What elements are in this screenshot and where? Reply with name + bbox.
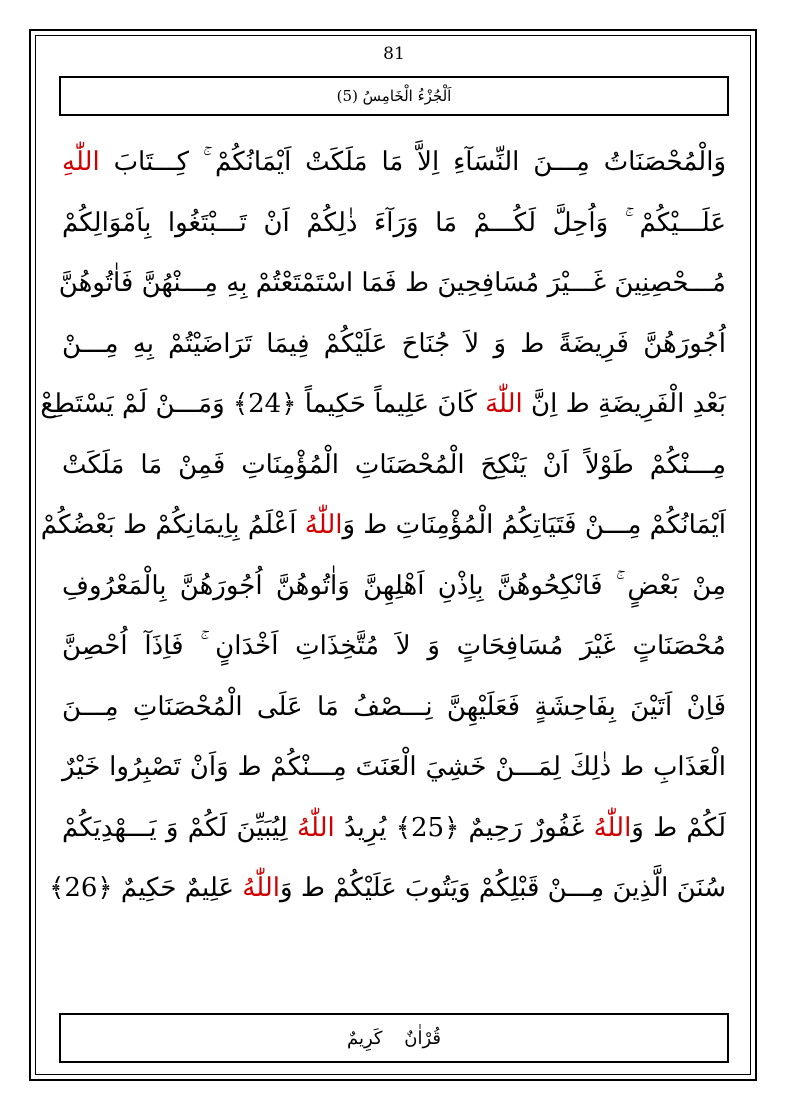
verse-line [58, 253, 726, 314]
verse-text: عَلَـــيْكُمْ ۚ وَاُحِلَّ لَكُـــمْ مَا وَرَآءَ ذٰلِكُمْ اَنْ تَـــبْتَغُوا بِاَمْوَالِكُمْ [62, 207, 727, 238]
verse-text: اَيْمَانُكُمْ مِـــنْ فَتَيَاتِكُمُ الْمُؤْمِنَاتِ ط وَ [342, 510, 726, 540]
verse-text: الْعَذَابِ ط ذٰلِكَ لِمَـــنْ خَشِيَ الْعَنَتَ مِـــنْكُمْ ط وَاَنْ تَصْبِرُوا خَيْرٌ [62, 752, 726, 782]
verse-text: لَكُمْ ط وَ [631, 812, 726, 843]
juz-header [59, 76, 729, 116]
divine-name: اللّٰهُ [297, 812, 335, 843]
verse-text: عَلِيمٌ حَكِيمٌ ﴿26﴾ [49, 873, 243, 903]
verse-line [40, 374, 726, 435]
verse-text: اُجُورَهُنَّ فَرِيضَةً ط وَ لاَ جُنَاحَ عَلَيْكُمْ فِيمَا تَرَاضَيْتُمْ بِهِ مِـــنْ [62, 328, 726, 359]
verse-text: غَفُورٌ رَحِيمٌ ﴿25﴾ يُرِيدُ [334, 812, 594, 843]
verse-text: كَانَ عَلِيماً حَكِيماً ﴿24﴾ وَمَـــنْ لَمْ يَسْتَطِعْ [40, 389, 486, 419]
verse-line [62, 435, 726, 496]
verse-line [49, 858, 726, 919]
verse-line [62, 616, 726, 677]
verse-text: مِنْ بَعْضٍ ۚ فَانْكِحُوهُنَّ بِاِذْنِ اَهْلِهِنَّ وَاٰتُوهُنَّ اُجُورَهُنَّ بِالْمَعْرُوفِ [62, 570, 726, 601]
verse-text: مُحْصَنَاتٍ غَيْرَ مُسَافِحَاتٍ وَ لاَ مُتَّخِذَاتِ اَخْدَانٍ ۚ فَاِذَآ اُحْصِنَّ [62, 631, 726, 661]
verse-line [62, 314, 726, 375]
verse-text: لِيُبَيِّنَ لَكُمْ وَ يَـــهْدِيَكُمْ [62, 812, 298, 843]
divine-name: اللّٰهَ [485, 389, 523, 419]
verse-text: وَالْمُحْصَنَاتُ مِـــنَ النِّسَآءِ اِلاَّ مَا مَلَكَتْ اَيْمَانُكُمْ ۚ كِـــتَابَ [99, 147, 726, 177]
verse-text: بَعْدِ الْفَرِيضَةِ ط اِنَّ [522, 389, 726, 419]
footer-label: قُرْاٰنٌ كَرِيمٌ [347, 1027, 441, 1049]
verse-text: سُنَنَ الَّذِينَ مِـــنْ قَبْلِكُمْ وَيَتُوبَ عَلَيْكُمْ ط وَ [280, 873, 726, 903]
verse-text: فَاِنْ اَتَيْنَ بِفَاحِشَةٍ فَعَلَيْهِنَّ نِـــصْفُ مَا عَلَى الْمُحْصَنَاتِ مِـــنَ [62, 691, 726, 722]
verse-line [62, 737, 726, 798]
juz-title: اَلْجُزْءُ الْخَامِسُ (5) [336, 87, 452, 105]
verse-line [62, 193, 726, 254]
verse-line [62, 677, 726, 738]
footer-box [59, 1013, 729, 1063]
page-number: 81 [383, 44, 405, 64]
verse-line [40, 495, 726, 556]
verse-text: مُـــحْصِنِينَ غَـــيْرَ مُسَافِحِينَ ط فَمَا اسْتَمْتَعْتُمْ بِهِ مِـــنْهُنَّ فَاٰتُوهُنَّ [58, 268, 726, 298]
divine-name: اللّٰهُ [593, 812, 632, 843]
verse-text: مِـــنْكُمْ طَوْلاً اَنْ يَنْكِحَ الْمُحْصَنَاتِ الْمُؤْمِنَاتِ فَمِنْ مَا مَلَكَتْ [62, 449, 726, 480]
verse-text: اَعْلَمُ بِاِيمَانِكُمْ ط بَعْضُكُمْ [40, 510, 305, 540]
quran-text-body [40, 132, 727, 919]
verse-line [62, 132, 726, 193]
divine-name: اللّٰهِ [62, 147, 100, 177]
verse-line [62, 798, 726, 859]
divine-name: اللّٰهُ [242, 873, 280, 903]
divine-name: اللّٰهُ [304, 510, 343, 540]
verse-line [62, 556, 726, 617]
